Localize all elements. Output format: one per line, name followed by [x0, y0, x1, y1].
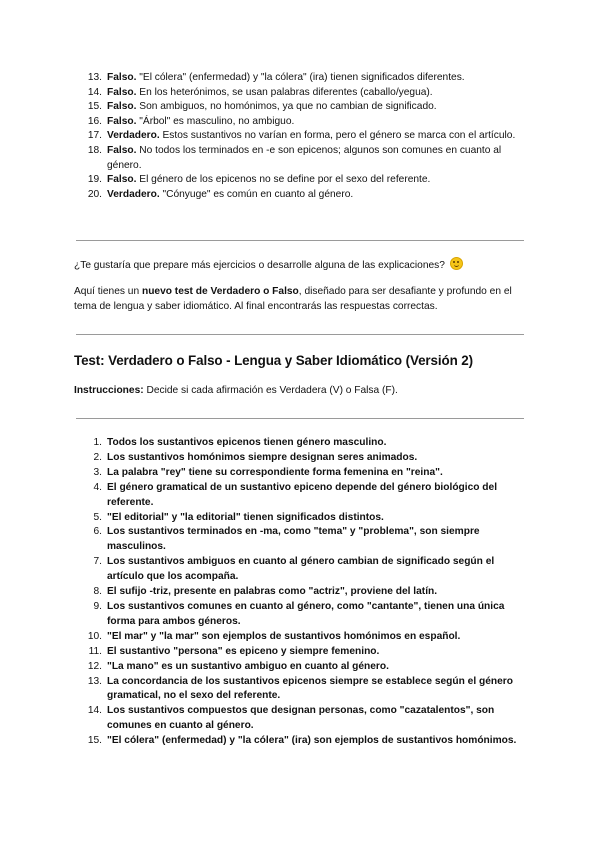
question-item	[90, 525, 530, 555]
divider	[76, 240, 524, 241]
question-item	[90, 645, 530, 660]
question-text: Los sustantivos compuestos que designan personas, como "cazatalentos", son comunes en cuanto al género.	[107, 705, 495, 732]
answer-text: No todos los terminados en -e son epicenos; algunos son comunes en cuanto al género.	[107, 144, 502, 171]
answers-list	[87, 71, 530, 202]
question-text: La concordancia de los sustantivos epicenos siempre se establece según el género gramatical, no el sexo del referente.	[107, 675, 513, 702]
list-number: 13.	[87, 675, 102, 687]
intro-bold: nuevo test de Verdadero o Falso	[141, 286, 299, 297]
list-number: 18.	[87, 144, 102, 156]
answer-text: Estos sustantivos no varían en forma, pero el género se marca con el artículo.	[159, 130, 516, 142]
question-text: Los sustantivos ambiguos en cuanto al género cambian de significado según el artículo que los acompaña.	[107, 556, 495, 583]
answer-verdict: Falso.	[107, 72, 137, 83]
answer-verdict: Falso.	[107, 144, 137, 156]
answer-text: "El cólera" (enfermedad) y "la cólera" (ira) tienen significados diferentes.	[136, 72, 465, 83]
list-number: 5.	[93, 511, 102, 523]
list-number: 14.	[87, 86, 102, 98]
list-number: 4.	[93, 481, 102, 493]
question-text: Los sustantivos homónimos siempre designan seres animados.	[107, 451, 418, 463]
answer-verdict: Falso.	[107, 86, 137, 98]
question-item	[87, 704, 530, 734]
question-text: El género gramatical de un sustantivo epiceno depende del género biológico del referente.	[107, 481, 498, 508]
answer-item	[87, 86, 530, 101]
question-item	[90, 466, 530, 481]
list-number: 19.	[87, 174, 102, 186]
intro-text-before: Aquí tienes un	[74, 286, 142, 297]
list-number: 9.	[93, 600, 102, 612]
answer-text: "Cónyuge" es común en cuanto al género.	[159, 188, 354, 200]
test-title: Test: Verdadero o Falso - Lengua y Saber Idiomático (Versión 2)	[74, 353, 473, 368]
list-number: 3.	[93, 466, 102, 478]
list-number: 17.	[87, 130, 102, 142]
question-item	[87, 734, 530, 749]
list-number: 1.	[93, 437, 102, 448]
question-prompt-text: ¿Te gustaría que prepare más ejercicios o desarrolle alguna de las explicaciones?	[74, 260, 445, 271]
intro-text-after: , diseñado para ser desafiante y profundo en el tema de lengua y saber idiomático. Al final encontrarás las respuestas correctas.	[74, 286, 512, 312]
question-text: "La mano" es un sustantivo ambiguo en cuanto al género.	[107, 660, 389, 672]
list-number: 15.	[87, 101, 102, 113]
question-prompt	[74, 257, 526, 273]
list-number: 8.	[93, 586, 102, 598]
answer-verdict: Falso.	[107, 101, 137, 113]
answer-item	[87, 173, 530, 188]
divider	[76, 418, 524, 419]
answer-verdict: Verdadero.	[107, 130, 160, 142]
question-item	[90, 585, 530, 600]
smiling-face-icon	[450, 257, 463, 270]
answer-item	[87, 129, 530, 144]
list-number: 16.	[87, 115, 102, 127]
question-text: Los sustantivos comunes en cuanto al género, como "cantante", tienen una única forma para ambos géneros.	[107, 600, 505, 627]
question-text: "El editorial" y "la editorial" tienen significados distintos.	[107, 511, 384, 523]
question-text: "El cólera" (enfermedad) y "la cólera" (ira) son ejemplos de sustantivos homónimos.	[107, 735, 517, 747]
answer-verdict: Falso.	[107, 174, 137, 186]
list-number: 20.	[87, 188, 102, 200]
list-number: 11.	[88, 645, 102, 657]
question-text: El sufijo -triz, presente en palabras como "actriz", proviene del latín.	[107, 586, 438, 598]
answer-item	[87, 188, 530, 203]
answer-item	[87, 115, 530, 130]
answer-item	[87, 144, 530, 173]
instructions	[74, 385, 398, 396]
question-text: La palabra "rey" tiene su correspondiente forma femenina en "reina".	[107, 466, 443, 478]
question-text: "El mar" y "la mar" son ejemplos de sustantivos homónimos en español.	[107, 630, 461, 642]
question-item	[90, 555, 530, 585]
list-number: 15.	[87, 735, 102, 747]
list-number: 7.	[93, 556, 102, 568]
answer-verdict: Falso.	[107, 115, 137, 127]
list-number: 14.	[87, 705, 102, 717]
question-item	[90, 451, 530, 466]
answer-text: "Árbol" es masculino, no ambiguo.	[136, 115, 295, 127]
question-text: Los sustantivos terminados en -ma, como "tema" y "problema", son siempre masculinos.	[107, 526, 480, 553]
answer-item	[87, 71, 530, 86]
question-text: Todos los sustantivos epicenos tienen género masculino.	[107, 437, 387, 448]
instructions-label: Instrucciones:	[74, 385, 144, 396]
intro-paragraph	[74, 284, 526, 314]
list-number: 13.	[87, 72, 102, 83]
answer-text: Son ambiguos, no homónimos, ya que no cambian de significado.	[136, 101, 437, 113]
answer-item	[87, 100, 530, 115]
list-number: 2.	[93, 451, 102, 463]
answer-text: El género de los epicenos no se define por el sexo del referente.	[136, 174, 431, 186]
question-item	[87, 675, 530, 705]
question-item	[90, 511, 530, 526]
question-item	[90, 600, 530, 630]
list-number: 12.	[87, 660, 102, 672]
answer-verdict: Verdadero.	[107, 188, 160, 200]
divider	[76, 334, 524, 335]
questions-list	[87, 436, 530, 749]
question-item	[90, 436, 530, 451]
question-item	[90, 481, 530, 511]
question-text: El sustantivo "persona" es epiceno y siempre femenino.	[107, 645, 380, 657]
answer-text: En los heterónimos, se usan palabras diferentes (caballo/yegua).	[136, 86, 433, 98]
list-number: 10.	[87, 630, 102, 642]
instructions-text: Decide si cada afirmación es Verdadera (V) o Falsa (F).	[143, 385, 398, 396]
list-number: 6.	[93, 526, 102, 538]
question-item	[87, 660, 530, 675]
question-item	[87, 630, 530, 645]
